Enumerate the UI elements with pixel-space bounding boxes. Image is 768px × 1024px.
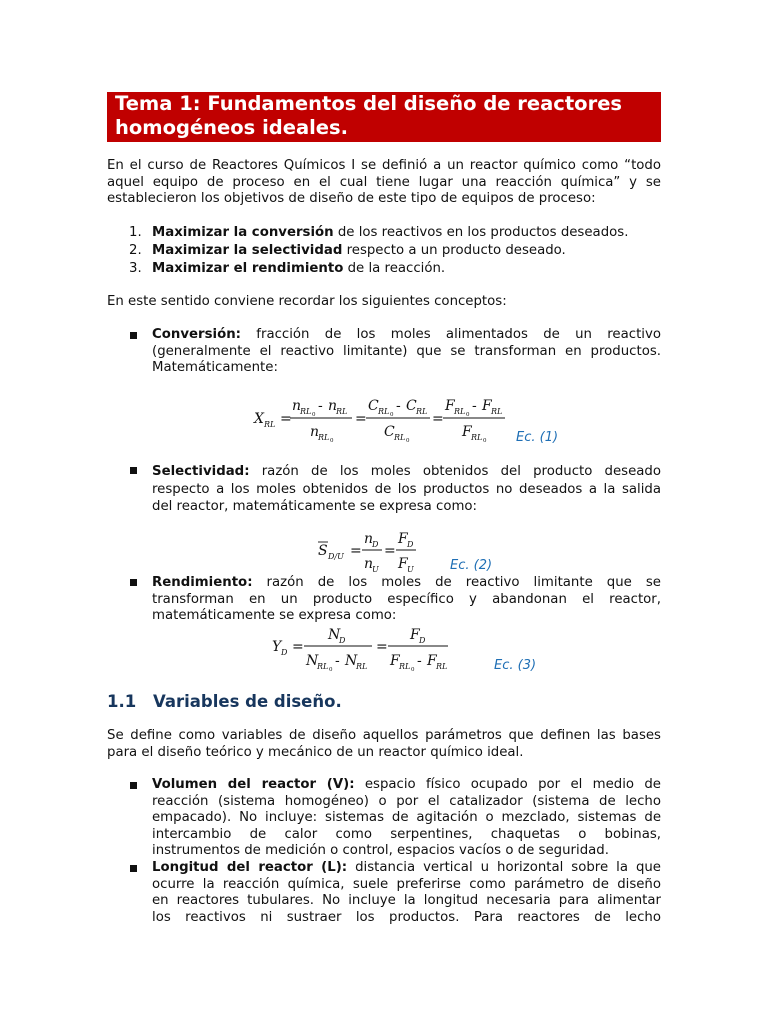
bullet-icon	[130, 782, 137, 789]
svg-text:D: D	[281, 648, 288, 657]
svg-text:RL: RL	[471, 433, 483, 442]
svg-text:0: 0	[483, 438, 487, 444]
svg-text:Y: Y	[272, 639, 282, 655]
goal-bold: Maximizar la selectividad	[152, 243, 343, 258]
svg-text:F: F	[398, 531, 408, 547]
svg-text:C: C	[406, 398, 417, 414]
goal-bold: Maximizar el rendimiento	[152, 261, 344, 276]
svg-text:D/U: D/U	[328, 552, 344, 561]
svg-text:0: 0	[390, 412, 394, 418]
selectividad-equation	[316, 528, 426, 576]
chapter-title-line-2: homogéneos ideales.	[115, 116, 349, 139]
svg-text:n: n	[292, 398, 302, 414]
svg-text:RL: RL	[436, 662, 448, 671]
svg-text:=: =	[376, 639, 388, 655]
svg-text:n: n	[310, 424, 320, 440]
svg-text:D: D	[407, 540, 414, 549]
svg-text:-: -	[396, 398, 401, 414]
intro-paragraph	[107, 158, 661, 208]
svg-text:D: D	[372, 540, 379, 549]
svg-text:=: =	[432, 411, 444, 427]
svg-text:RL: RL	[264, 420, 276, 429]
intro-line: establecieron los objetivos de diseño de este tipo de equipos de proceso:	[107, 191, 596, 206]
svg-text:X: X	[254, 411, 264, 427]
svg-text:RL: RL	[300, 407, 312, 416]
goal-text: respecto a un producto deseado.	[342, 243, 566, 258]
svg-text:n: n	[328, 398, 338, 414]
svg-text:0: 0	[312, 412, 316, 418]
chapter-title-line-1: Tema 1: Fundamentos del diseño de reactores	[115, 92, 623, 115]
svg-text:n: n	[364, 531, 374, 547]
svg-text:RL: RL	[318, 433, 330, 442]
svg-text:0: 0	[411, 667, 415, 673]
svg-text:-: -	[472, 398, 477, 414]
selectividad-term: Selectividad:	[152, 464, 250, 479]
selectividad-definition: Selectividad: razón de los moles obtenidos del producto deseado respecto a los moles obtenidos de los productos no deseados a la salida del reactor, matemáticamente se expresa como:	[152, 464, 661, 514]
svg-text:RL: RL	[491, 407, 503, 416]
svg-text:-: -	[335, 653, 340, 669]
rendimiento-definition: Rendimiento: razón de los moles de reactivo limitante que se transforman en un producto específico y abandonan el reactor, matemáticamente se expresa como:	[152, 575, 661, 623]
equation-tag: Ec. (1)	[516, 430, 559, 445]
goal-text: de la reacción.	[343, 261, 446, 276]
svg-text:=: =	[280, 411, 292, 427]
svg-text:F: F	[398, 556, 408, 572]
goal-number: 1.	[129, 225, 142, 240]
svg-text:RL: RL	[336, 407, 348, 416]
svg-text:F: F	[427, 653, 437, 669]
svg-text:F: F	[410, 627, 420, 643]
svg-text:-: -	[318, 398, 323, 414]
svg-text:U: U	[407, 565, 414, 574]
intro-line: En el curso de Reactores Químicos I se definió a un reactor químico como “todo	[107, 158, 661, 173]
svg-text:RL: RL	[378, 407, 390, 416]
svg-text:RL: RL	[394, 433, 406, 442]
svg-text:RL: RL	[356, 662, 368, 671]
volumen-definition: Volumen del reactor (V): espacio físico ocupado por el medio de reacción (sistema homogéneo) o por el catalizador (sistema de lecho empacado). No incluye: sistemas de agitación o mezclado, sistemas de intercambio de calor como serpentines, chaquetas o bobinas, instrumentos de medición o control, espacios vacíos o de seguridad.	[152, 777, 661, 858]
svg-text:0: 0	[406, 438, 410, 444]
section-intro-paragraph: Se define como variables de diseño aquellos parámetros que definen las bases para el diseño teórico y mecánico de un reactor químico ideal.	[107, 728, 661, 760]
bullet-icon	[130, 579, 137, 586]
svg-text:F: F	[462, 424, 472, 440]
intro-line: aquel equipo de proceso en el cual tiene lugar una reacción química” y se	[107, 174, 661, 190]
equation-tag: Ec. (3)	[494, 658, 537, 673]
rendimiento-equation	[270, 624, 460, 674]
svg-text:D: D	[339, 636, 346, 645]
goal-number: 2.	[129, 243, 142, 258]
bullet-icon	[130, 865, 137, 872]
concepts-intro: En este sentido conviene recordar los siguientes conceptos:	[107, 294, 507, 309]
equation-tag: Ec. (2)	[450, 558, 493, 573]
svg-text:=: =	[292, 639, 304, 655]
svg-text:S: S	[318, 543, 328, 559]
section-heading	[107, 692, 342, 711]
svg-text:F: F	[445, 398, 455, 414]
svg-text:N: N	[345, 653, 358, 669]
svg-text:C: C	[368, 398, 379, 414]
svg-text:C: C	[384, 424, 395, 440]
svg-text:=: =	[350, 543, 362, 559]
bullet-icon	[130, 467, 137, 474]
svg-text:N: N	[306, 653, 319, 669]
longitud-term: Longitud del reactor (L):	[152, 860, 348, 875]
section-title: Variables de diseño.	[153, 692, 342, 711]
design-goals-list	[107, 224, 667, 278]
goal-item	[107, 242, 667, 260]
goal-text: de los reactivos en los productos deseados.	[333, 225, 629, 240]
goal-item	[107, 260, 667, 278]
volumen-term: Volumen del reactor (V):	[152, 777, 355, 792]
svg-text:RL: RL	[454, 407, 466, 416]
rendimiento-term: Rendimiento:	[152, 575, 253, 590]
svg-text:0: 0	[466, 412, 470, 418]
goal-bold: Maximizar la conversión	[152, 225, 334, 240]
conversion-equation	[250, 392, 515, 444]
bullet-icon	[130, 332, 137, 339]
svg-text:-: -	[417, 653, 422, 669]
chapter-title-banner	[107, 92, 661, 142]
svg-text:U: U	[372, 565, 379, 574]
conversion-definition: Conversión: fracción de los moles alimentados de un reactivo (generalmente el reactivo limitante) que se transforman en productos. Matemáticamente:	[152, 327, 661, 375]
svg-text:0: 0	[330, 438, 334, 444]
svg-text:RL: RL	[399, 662, 411, 671]
goal-item	[107, 224, 667, 242]
svg-text:0: 0	[329, 667, 333, 673]
section-number: 1.1	[107, 692, 137, 711]
svg-text:F: F	[390, 653, 400, 669]
svg-text:RL: RL	[416, 407, 428, 416]
conversion-term: Conversión:	[152, 327, 241, 342]
svg-text:=: =	[384, 543, 396, 559]
svg-text:=: =	[355, 411, 367, 427]
svg-text:N: N	[328, 627, 341, 643]
svg-text:F: F	[482, 398, 492, 414]
goal-number: 3.	[129, 261, 142, 276]
svg-text:RL: RL	[317, 662, 329, 671]
longitud-definition: Longitud del reactor (L): distancia vertical u horizontal sobre la que ocurre la reacción química, suele preferirse como parámetro de diseño en reactores tubulares. No incluye la longitud necesaria para alimentar los reactivos ni sustraer los productos. Para reactores de lecho	[152, 860, 661, 925]
svg-text:n: n	[364, 556, 374, 572]
svg-text:D: D	[419, 636, 426, 645]
